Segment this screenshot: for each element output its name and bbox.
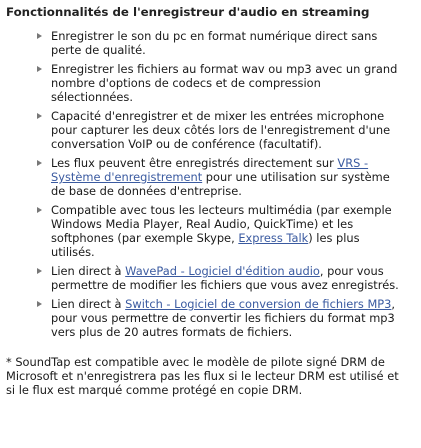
switch-link[interactable]: Switch - Logiciel de conversion de fichiers MP3 xyxy=(125,297,392,311)
feature-item-wavepad xyxy=(34,264,415,292)
feature-text-before: Lien direct à xyxy=(51,297,126,311)
feature-text-before: Les flux peuvent être enregistrés directement sur xyxy=(51,156,338,170)
feature-item-switch xyxy=(34,297,415,339)
feature-item-microphone xyxy=(34,109,415,151)
feature-text: Capacité d'enregistrer et de mixer les entrées microphone pour capturer les deux côtés lors de l'enregistrement d'une conversation VoIP ou de conférence (facultatif). xyxy=(51,109,391,151)
triangle-bullet-icon xyxy=(37,33,42,39)
feature-item-compatibility xyxy=(34,203,415,259)
feature-text: Enregistrer les fichiers au format wav ou mp3 avec un grand nombre d'options de codecs et de compression sélectionnées. xyxy=(51,62,398,104)
vrs-link[interactable]: VRS - Système d'enregistrement xyxy=(51,156,369,184)
feature-text-after: ) les plus utilisés. xyxy=(51,231,360,259)
express-talk-link[interactable]: Express Talk xyxy=(238,231,309,245)
feature-text-after: , pour vous permettre de convertir les fichiers du format mp3 vers plus de 20 autres formats de fichiers. xyxy=(51,297,396,339)
wavepad-link[interactable]: WavePad - Logiciel d'édition audio xyxy=(125,264,320,278)
triangle-bullet-icon xyxy=(37,268,42,274)
feature-item-formats xyxy=(34,62,415,104)
feature-text-before: Lien direct à xyxy=(51,264,126,278)
feature-text-before: Compatible avec tous les lecteurs multimédia (par exemple Windows Media Player, Real Audio, QuickTime) et les softphones (par exemple Skype, xyxy=(51,203,392,245)
triangle-bullet-icon xyxy=(37,301,42,307)
triangle-bullet-icon xyxy=(37,207,42,213)
feature-text: Enregistrer le son du pc en format numérique direct sans perte de qualité. xyxy=(51,29,378,57)
triangle-bullet-icon xyxy=(37,113,42,119)
feature-item-pc-sound xyxy=(34,29,415,57)
feature-list xyxy=(6,29,415,339)
triangle-bullet-icon xyxy=(37,66,42,72)
feature-text-after: , pour vous permettre de modifier les fichiers que vous avez enregistrés. xyxy=(51,264,399,292)
feature-item-vrs xyxy=(34,156,415,198)
feature-text-after: pour une utilisation sur système de base de données d'entreprise. xyxy=(51,170,390,198)
triangle-bullet-icon xyxy=(37,160,42,166)
drm-footnote: * SoundTap est compatible avec le modèle de pilote signé DRM de Microsoft et n'enregistrera pas les flux si le lecteur DRM est utilisé et si le flux est marqué comme protégé en copie DRM. xyxy=(6,355,399,397)
section-title: Fonctionnalités de l'enregistreur d'audio en streaming xyxy=(6,5,370,19)
